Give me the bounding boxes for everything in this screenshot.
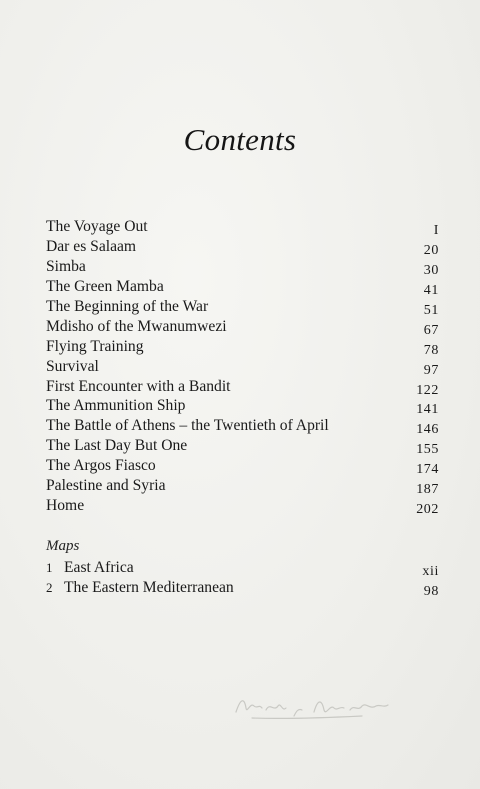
chapter-title: Palestine and Syria	[46, 477, 166, 495]
toc-entry	[46, 257, 439, 277]
chapter-title: First Encounter with a Bandit	[46, 377, 231, 395]
chapter-title: The Ammunition Ship	[46, 397, 186, 415]
chapter-page: 41	[423, 282, 439, 298]
map-title: East Africa	[64, 559, 134, 576]
toc-entry	[46, 476, 439, 496]
map-page: 98	[423, 584, 439, 599]
toc-entry	[46, 357, 439, 377]
map-title: The Eastern Mediterranean	[64, 579, 234, 596]
chapter-page: 202	[416, 502, 439, 518]
map-number: 1	[46, 560, 53, 575]
map-page: xii	[422, 564, 439, 579]
page-title: Contents	[183, 122, 297, 157]
toc-entry	[46, 337, 439, 357]
chapter-page: 97	[423, 362, 439, 378]
chapter-title: Home	[46, 497, 85, 515]
chapter-page: I	[433, 223, 439, 238]
chapter-page: 146	[416, 422, 439, 438]
chapter-page: 174	[416, 462, 439, 478]
chapter-page: 67	[423, 322, 439, 338]
toc-entry	[46, 496, 439, 516]
maps-list	[46, 558, 439, 598]
chapter-title: Flying Training	[46, 337, 144, 355]
toc-entry	[46, 277, 439, 297]
chapter-page: 155	[416, 442, 439, 458]
chapter-title: The Green Mamba	[46, 277, 164, 295]
toc-entry	[46, 217, 439, 237]
toc-entry	[46, 297, 439, 317]
chapter-title: Survival	[46, 357, 99, 375]
toc-entry	[46, 396, 439, 416]
toc-entry	[46, 436, 439, 456]
chapter-page: 187	[416, 482, 439, 498]
chapter-title: The Argos Fiasco	[46, 457, 156, 475]
chapter-page: 51	[423, 302, 439, 318]
chapter-page: 122	[416, 382, 439, 398]
chapter-title: The Battle of Athens – the Twentieth of April	[46, 417, 329, 435]
handwritten-signature-icon	[232, 688, 392, 724]
chapter-page: 141	[416, 402, 439, 418]
map-number: 2	[46, 580, 53, 595]
maps-heading: Maps	[46, 538, 80, 554]
toc-entry	[46, 317, 439, 337]
chapter-title: Simba	[46, 257, 86, 275]
table-of-contents	[46, 217, 439, 516]
chapter-title: The Voyage Out	[46, 218, 148, 235]
map-entry	[46, 558, 439, 578]
chapter-page: 30	[423, 262, 439, 278]
toc-entry	[46, 416, 439, 436]
toc-entry	[46, 456, 439, 476]
chapter-page: 20	[423, 242, 439, 258]
chapter-title: The Beginning of the War	[46, 297, 209, 315]
chapter-title: Dar es Salaam	[46, 237, 137, 255]
map-entry	[46, 578, 439, 598]
chapter-page: 78	[423, 342, 439, 358]
chapter-title: Mdisho of the Mwanumwezi	[46, 317, 227, 335]
chapter-title: The Last Day But One	[46, 437, 188, 455]
toc-entry	[46, 237, 439, 257]
toc-entry	[46, 377, 439, 397]
